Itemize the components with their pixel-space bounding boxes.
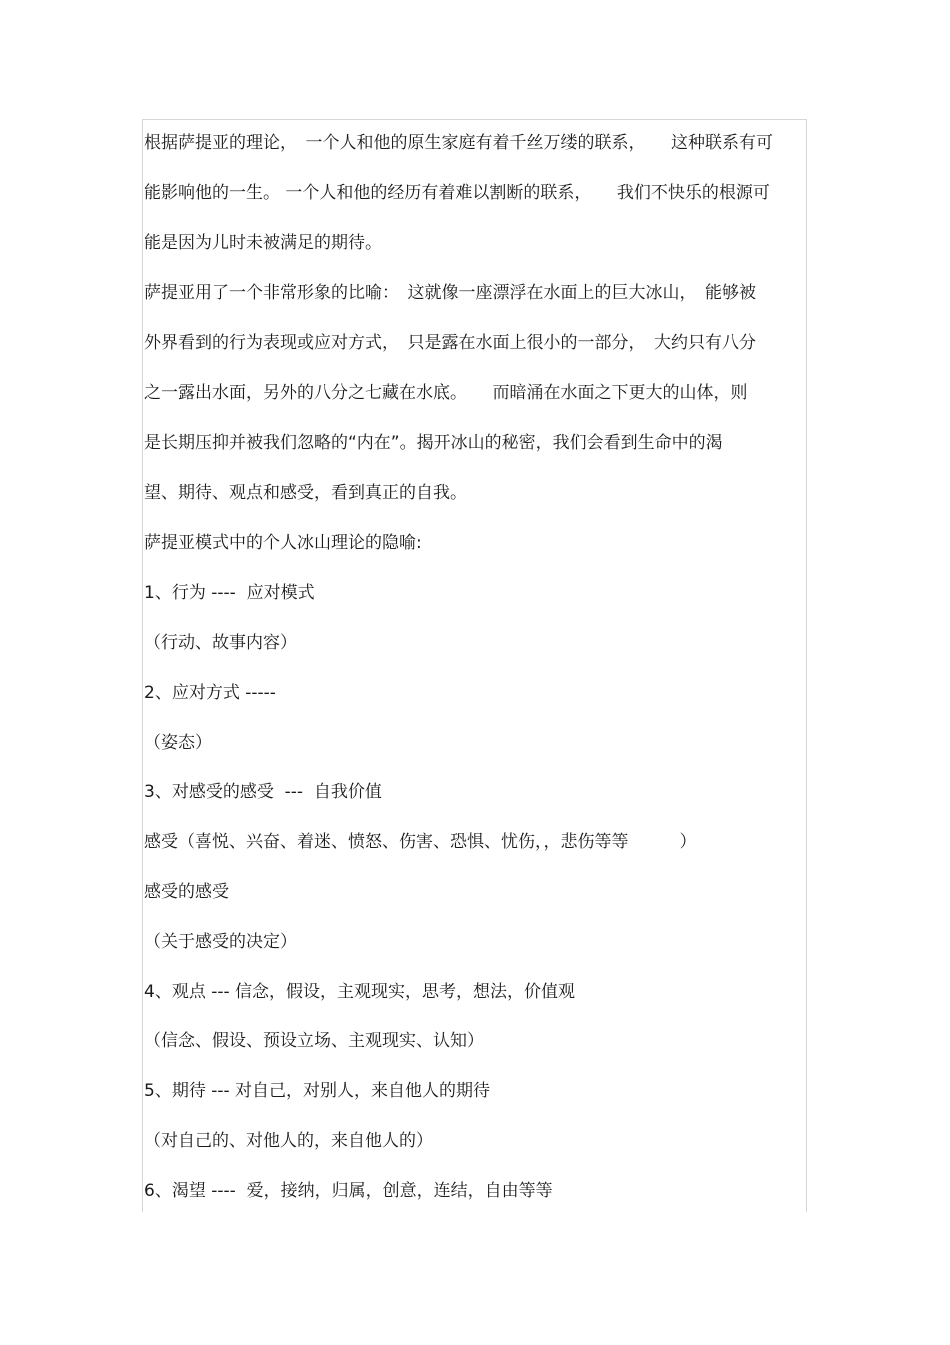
list-item-note: （信念、假设、预设立场、主观现实、认知） [144, 1031, 484, 1051]
list-item: 3、对感受的感受 --- 自我价值 [144, 782, 382, 802]
paragraph-line: 萨提亚用了一个非常形象的比喻： 这就像一座漂浮在水面上的巨大冰山， 能够被 [144, 283, 756, 303]
paragraph-line: 外界看到的行为表现或应对方式， 只是露在水面上很小的一部分， 大约只有八分 [144, 333, 756, 353]
list-item-note: （关于感受的决定） [144, 932, 297, 952]
list-item: 5、期待 --- 对自己，对别人，来自他人的期待 [144, 1081, 491, 1101]
list-item: 6、渴望 ---- 爱，接纳，归属，创意，连结，自由等等 [144, 1181, 553, 1201]
list-item: 2、应对方式 ----- [144, 683, 276, 703]
list-item-detail: 感受的感受 [144, 882, 229, 902]
list-item-detail: 感受（喜悦、兴奋、着迷、愤怒、伤害、恐惧、忧伤，，悲伤等等 ） [144, 832, 697, 852]
paragraph-line: 是长期压抑并被我们忽略的“内在”。揭开冰山的秘密，我们会看到生命中的渴 [144, 433, 723, 453]
paragraph-line: 之一露出水面，另外的八分之七藏在水底。 而暗涌在水面之下更大的山体，则 [144, 383, 748, 403]
list-item-note: （姿态） [144, 733, 212, 753]
list-item: 1、行为 ---- 应对模式 [144, 583, 315, 603]
list-item: 4、观点 --- 信念，假设，主观现实，思考，想法，价值观 [144, 982, 576, 1002]
list-item-note: （行动、故事内容） [144, 633, 297, 653]
paragraph-line: 望、期待、观点和感受，看到真正的自我。 [144, 483, 467, 503]
paragraph-line: 能是因为儿时未被满足的期待。 [144, 233, 382, 253]
paragraph-line: 根据萨提亚的理论， 一个人和他的原生家庭有着千丝万缕的联系， 这种联系有可 [144, 133, 773, 153]
list-item-note: （对自己的、对他人的，来自他人的） [144, 1131, 433, 1151]
section-heading: 萨提亚模式中的个人冰山理论的隐喻: [144, 533, 422, 553]
paragraph-line: 能影响他的一生。 一个人和他的经历有着难以割断的联系， 我们不快乐的根源可 [144, 183, 770, 203]
